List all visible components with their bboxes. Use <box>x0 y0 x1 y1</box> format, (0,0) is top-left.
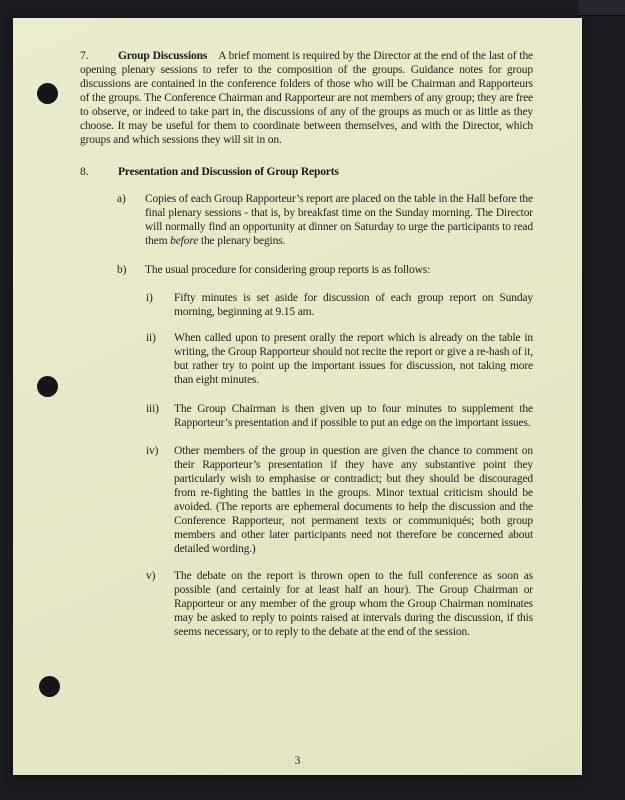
item-iv <box>146 444 533 556</box>
item-a-text <box>145 192 533 248</box>
item-iii-text: The Group Chairman is then given up to four minutes to supplement the Rapporteur’s presentation and if possible to put an edge on the important issues. <box>174 403 533 429</box>
document-page <box>13 18 582 775</box>
item-iv-text: Other members of the group in question are given the chance to comment on their Rapporteur’s presentation if they have any substantive point they particularly wish to emphasise or contradict; but they should be discouraged from re-fighting the battles in the groups. Minor textual criticism should be avoided. (The reports are ephemeral documents to help the discussion and the Conference Rapporteur, not permanent texts or communiqués; both group members and other later participants need not therefore be concerned about detailed wording.) <box>174 445 533 555</box>
item-i-text: Fifty minutes is set aside for discussion of each group report on Sunday morning, beginning at 9.15 am. <box>174 292 533 318</box>
section-7-heading: Group Discussions <box>118 50 208 62</box>
item-a-text-before: Copies of each Group Rapporteur’s report are placed on the table in the Hall before the final plenary sessions - that is, by breakfast time on the Sunday morning. The Director will normally find an opportunity at dinner on Saturday to urge the participants to read them <box>145 193 533 247</box>
item-a-italic-word: before <box>170 235 199 247</box>
section-7-body: A brief moment is required by the Director at the end of the last of the opening plenary sessions to refer to the composition of the groups. Guidance notes for group discussions are contained in the conference folders of those who will be Chairman and Rapporteurs of the groups. The Conference Chairman and Rapporteur are not members of any group; they are free to observe, or indeed to take part in, the discussions of any of the groups as much or as little as they choose. It may be useful for them to coordinate between themselves, and with the Director, which groups and which sessions they will sit in on. <box>80 50 534 146</box>
item-a-text-after: the plenary begins. <box>198 235 286 247</box>
hole-punch-top <box>37 83 58 104</box>
item-a-label: a) <box>117 193 126 205</box>
document-content <box>80 49 533 639</box>
item-iii <box>146 402 533 430</box>
item-v-label: v) <box>146 570 156 582</box>
item-b-text: The usual procedure for considering group reports is as follows: <box>145 264 431 276</box>
section-8-heading: Presentation and Discussion of Group Reports <box>118 166 339 178</box>
item-ii-text: When called upon to present orally the report which is already on the table in writing, the Group Rapporteur should not recite the report or give a re-hash of it, but rather try to point up the important issues for discussion, not taking more than eight minutes. <box>174 332 533 386</box>
item-i <box>146 291 533 319</box>
item-ii-label: ii) <box>146 332 156 344</box>
page-number: 3 <box>294 755 301 767</box>
item-a <box>117 192 533 248</box>
item-v <box>146 569 533 639</box>
hole-punch-middle <box>37 376 58 397</box>
section-8-heading-row <box>80 165 533 179</box>
hole-punch-bottom <box>39 676 60 697</box>
item-v-text: The debate on the report is thrown open to the full conference as soon as possible (and certainly for at least half an hour). The Group Chairman or Rapporteur or any member of the group whom the Group Chairman nominates may be asked to reply to points raised at intervals during the discussion, if this seems necessary, or to reply to the debate at the end of the session. <box>174 570 533 638</box>
item-ii <box>146 331 533 387</box>
background-seam <box>579 0 625 16</box>
section-7-number: 7. <box>80 50 89 62</box>
item-b <box>117 263 533 277</box>
item-iii-label: iii) <box>146 403 159 415</box>
section-8-number: 8. <box>80 166 89 178</box>
section-7-paragraph <box>80 49 533 147</box>
item-b-label: b) <box>117 264 127 276</box>
item-i-label: i) <box>146 292 153 304</box>
item-iv-label: iv) <box>146 445 159 457</box>
